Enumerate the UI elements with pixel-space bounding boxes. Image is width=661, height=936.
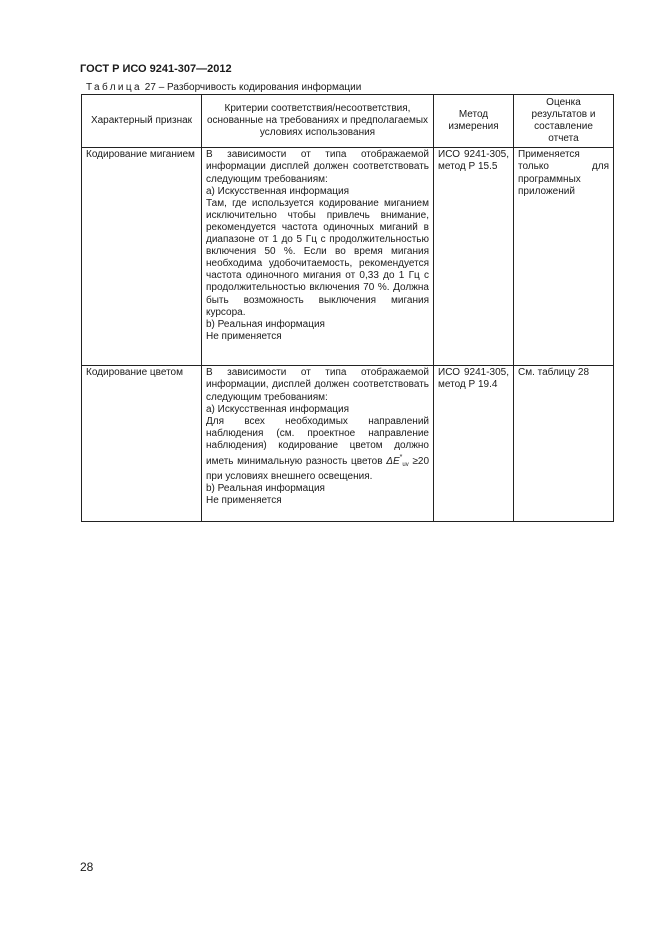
delta-e-sup: *	[399, 454, 403, 462]
row-feature: Кодирование миганием	[82, 148, 202, 366]
page-number: 28	[80, 860, 94, 874]
criteria-artificial-text	[206, 416, 429, 483]
header-feature: Характерный признак	[82, 95, 202, 148]
criteria-artificial-text: Там, где используется кодирование миганием исключительно чтобы привлечь внимание, рекомендуется частота одиночных миганий в диапазоне от 1 до 5 Гц с продолжительностью включения 50 %. Если во время мигания необходима удобочитаемость, рекомендуется частота одиночного мигания от 0,33 до 1 Гц с продолжительностью включения 70 %. Должна быть возможность выключения мигания курсора.	[206, 197, 429, 318]
requirements-table	[81, 94, 614, 522]
delta-e-symbol: ΔE	[386, 456, 400, 468]
row-criteria	[202, 148, 434, 366]
table-row	[82, 148, 614, 366]
row-feature: Кодирование цветом	[82, 366, 202, 522]
criteria-artificial-heading: a) Искусственная информация	[206, 185, 349, 197]
color-text-before: Для всех необходимых направлений наблюдения (см. проектное направление наблюдения) кодирование цветом должно иметь минимальную разность цветов	[206, 415, 429, 468]
criteria-intro: В зависимости от типа отображаемой информации дисплей должен соответствовать следующим требованиям:	[206, 149, 429, 185]
color-text-after: ≥20 при условиях внешнего освещения.	[206, 456, 430, 483]
criteria-intro: В зависимости от типа отображаемой информации, дисплей должен соответствовать следующим требованиям:	[206, 367, 429, 403]
criteria-real-heading: b) Реальная информация	[206, 483, 325, 495]
table-caption-word: Таблица	[86, 82, 143, 93]
table-caption-text: 27 – Разборчивость кодирования информации	[144, 82, 362, 93]
header-assessment: Оценка результатов и составление отчета	[514, 95, 614, 148]
row-method: ИСО 9241-305, метод Р 19.4	[434, 366, 514, 522]
table-header-row	[82, 95, 614, 148]
row-assessment: См. таблицу 28	[514, 366, 614, 522]
criteria-real-text: Не применяется	[206, 495, 282, 507]
criteria-real-text: Не применяется	[206, 330, 282, 342]
document-header: ГОСТ Р ИСО 9241-307—2012	[80, 63, 232, 75]
criteria-artificial-heading: a) Искусственная информация	[206, 403, 349, 415]
table-row	[82, 366, 614, 522]
header-method: Метод измерения	[434, 95, 514, 148]
header-criteria: Критерии соответствия/несоответствия, основанные на требованиях и предполагаемых условиях использования	[202, 95, 434, 148]
row-method: ИСО 9241-305, метод Р 15.5	[434, 148, 514, 366]
delta-e-sub: uv	[402, 462, 409, 469]
table-caption	[86, 82, 361, 93]
row-assessment: Применяется только для программных приложений	[514, 148, 614, 366]
criteria-real-heading: b) Реальная информация	[206, 318, 325, 330]
row-criteria	[202, 366, 434, 522]
